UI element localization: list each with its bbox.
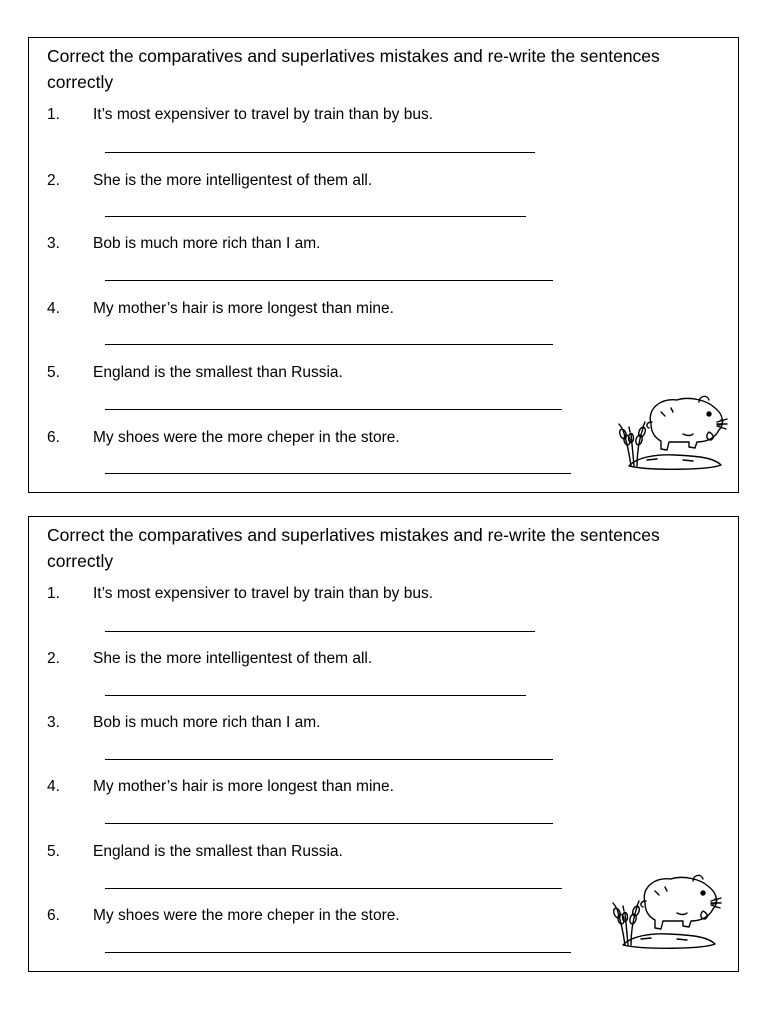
question-number: 2. — [47, 172, 60, 189]
question-text: England is the smallest than Russia. — [93, 364, 343, 381]
worksheet-2 — [28, 516, 739, 972]
question-number: 4. — [47, 778, 60, 795]
answer-line-1[interactable] — [105, 631, 535, 632]
question-number: 3. — [47, 714, 60, 731]
question-number: 6. — [47, 907, 60, 924]
answer-line-2[interactable] — [105, 216, 526, 217]
answer-line-4[interactable] — [105, 823, 553, 824]
question-text: My mother’s hair is more longest than mine. — [93, 778, 394, 795]
question-number: 3. — [47, 235, 60, 252]
question-number: 5. — [47, 364, 60, 381]
answer-line-6[interactable] — [105, 952, 571, 953]
question-number: 5. — [47, 843, 60, 860]
question-number: 1. — [47, 585, 60, 602]
hamster-icon — [607, 873, 727, 953]
answer-line-2[interactable] — [105, 695, 526, 696]
question-text: She is the more intelligentest of them all. — [93, 650, 373, 667]
question-text: My shoes were the more cheper in the store. — [93, 907, 400, 924]
answer-line-5[interactable] — [105, 409, 562, 410]
question-text: It’s most expensiver to travel by train than by bus. — [93, 106, 434, 123]
question-text: Bob is much more rich than I am. — [93, 235, 321, 252]
answer-line-3[interactable] — [105, 759, 553, 760]
worksheet-title: Correct the comparatives and superlatives mistakes and re-write the sentences correctly — [47, 46, 660, 92]
answer-line-3[interactable] — [105, 280, 553, 281]
question-text: My mother’s hair is more longest than mine. — [93, 300, 394, 317]
question-text: My shoes were the more cheper in the store. — [93, 429, 400, 446]
worksheet-title: Correct the comparatives and superlatives mistakes and re-write the sentences correctly — [47, 525, 660, 571]
question-number: 1. — [47, 106, 60, 123]
question-number: 2. — [47, 650, 60, 667]
question-number: 4. — [47, 300, 60, 317]
answer-line-6[interactable] — [105, 473, 571, 474]
question-number: 6. — [47, 429, 60, 446]
answer-line-4[interactable] — [105, 344, 553, 345]
answer-line-1[interactable] — [105, 152, 535, 153]
question-text: It’s most expensiver to travel by train than by bus. — [93, 585, 434, 602]
question-text: She is the more intelligentest of them all. — [93, 172, 373, 189]
question-text: Bob is much more rich than I am. — [93, 714, 321, 731]
question-text: England is the smallest than Russia. — [93, 843, 343, 860]
hamster-icon — [617, 394, 729, 474]
worksheet-1 — [28, 37, 739, 493]
answer-line-5[interactable] — [105, 888, 562, 889]
